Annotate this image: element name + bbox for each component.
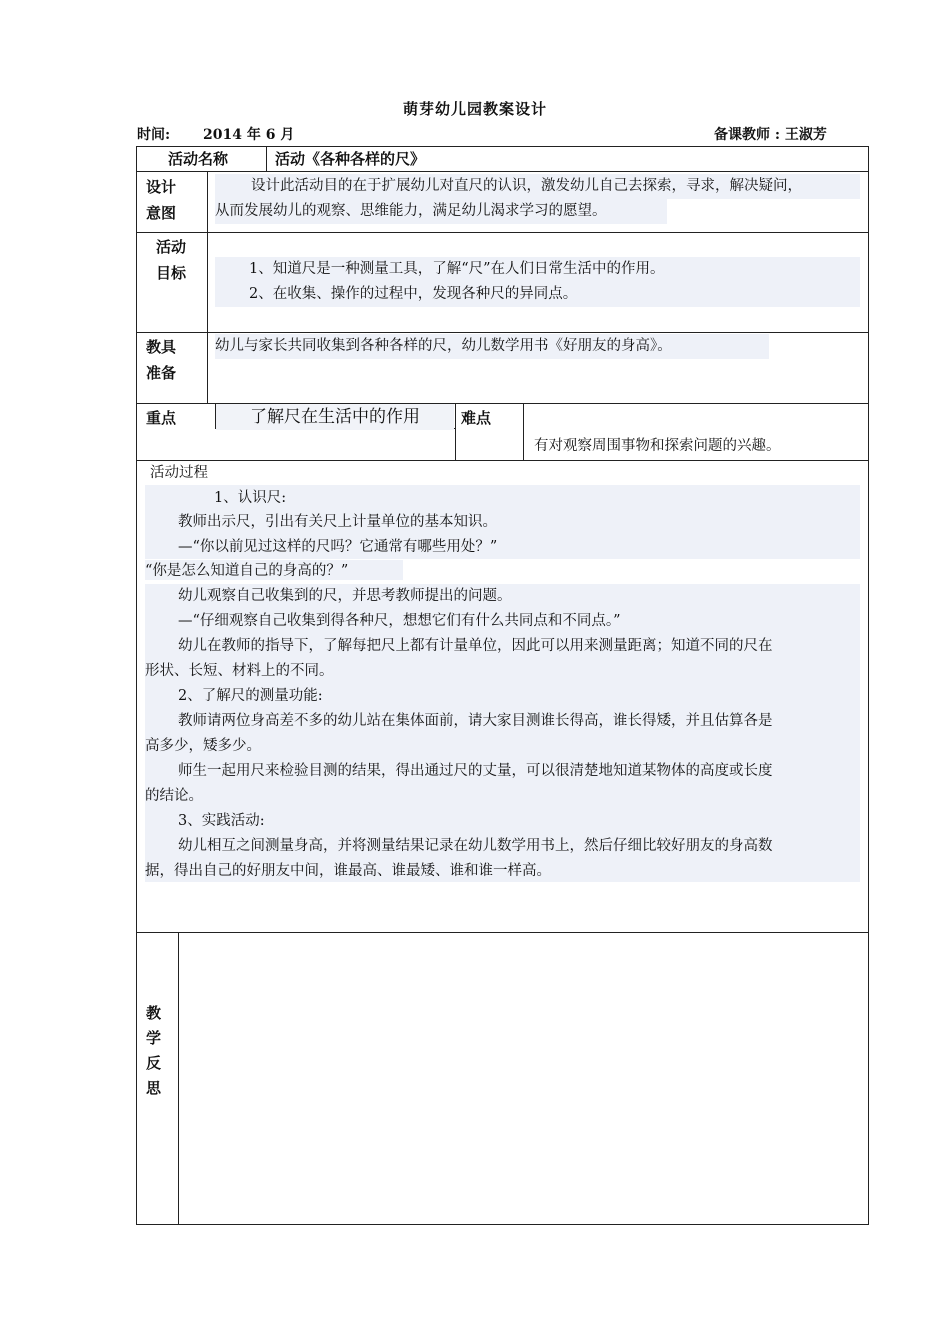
row-divider xyxy=(136,460,869,461)
key-point-text: 了解尺在生活中的作用 xyxy=(216,404,454,430)
reflection-label: 教 学 反 思 xyxy=(146,1004,162,1097)
col-divider xyxy=(207,171,208,404)
materials-label: 教具 准备 xyxy=(146,338,177,382)
row-divider xyxy=(136,332,869,333)
goals-list xyxy=(215,257,860,307)
design-intent-label: 设计 意图 xyxy=(146,178,177,222)
table-border-top xyxy=(136,146,869,147)
teacher-label: 备课教师 : 王淑芳 xyxy=(714,127,827,143)
process-line: 形状、长短、材料上的不同。 xyxy=(145,663,334,679)
process-line: “你是怎么知道自己的身高的？” xyxy=(145,563,349,579)
process-line: —“你以前见过这样的尺吗？它通常有哪些用处？” xyxy=(178,539,498,555)
key-point-label: 重点 xyxy=(146,409,177,427)
row-divider xyxy=(136,171,869,172)
process-line: 据，得出自己的好朋友中间，谁最高、谁最矮、谁和谁一样高。 xyxy=(145,863,551,879)
goals-label: 活动 目标 xyxy=(156,238,187,282)
design-intent-text: 设计此活动目的在于扩展幼儿对直尺的认识，激发幼儿自己去探索，寻求，解决疑问， xyxy=(215,174,860,199)
activity-name-label: 活动名称 xyxy=(168,150,229,168)
col-divider xyxy=(266,146,267,172)
difficulty-text: 有对观察周围事物和探索问题的兴趣。 xyxy=(534,438,781,454)
time-value: 2014 年 6 月 xyxy=(203,127,295,143)
time-label: 时间: xyxy=(137,127,171,143)
goal-item: 2、在收集、操作的过程中，发现各种尺的异同点。 xyxy=(249,286,578,302)
goal-item: 1、知道尺是一种测量工具，了解“尺”在人们日常生活中的作用。 xyxy=(249,261,665,277)
table-border-right xyxy=(868,146,869,1225)
page-title: 萌芽幼儿园教案设计 xyxy=(402,100,547,118)
col-divider xyxy=(523,403,524,461)
row-divider xyxy=(136,232,869,233)
process-line: 2、了解尺的测量功能: xyxy=(178,688,323,704)
process-line: 3、实践活动: xyxy=(178,813,265,829)
activity-name-value: 活动《各种各样的尺》 xyxy=(275,150,426,168)
materials-text: 幼儿与家长共同收集到各种各样的尺，幼儿数学用书《好朋友的身高》。 xyxy=(215,334,769,359)
process-line: 教师请两位身高差不多的幼儿站在集体面前，请大家目测谁长得高，谁长得矮，并且估算各是 xyxy=(178,713,773,729)
table-border-bottom xyxy=(136,1224,869,1225)
design-intent-text-2: 从而发展幼儿的观察、思维能力，满足幼儿渴求学习的愿望。 xyxy=(215,199,667,224)
process-line: 1、认识尺: xyxy=(214,490,287,506)
process-line: 师生一起用尺来检验目测的结果，得出通过尺的丈量，可以很清楚地知道某物体的高度或长度 xyxy=(178,763,773,779)
process-label: 活动过程 xyxy=(150,465,208,481)
process-line: 幼儿观察自己收集到的尺，并思考教师提出的问题。 xyxy=(178,588,512,604)
process-line: 教师出示尺，引出有关尺上计量单位的基本知识。 xyxy=(178,514,497,530)
process-line: 幼儿在教师的指导下，了解每把尺上都有计量单位，因此可以用来测量距离；知道不同的尺在 xyxy=(178,638,773,654)
process-line: 高多少，矮多少。 xyxy=(145,738,261,754)
process-line: 幼儿相互之间测量身高，并将测量结果记录在幼儿数学用书上，然后仔细比较好朋友的身高数 xyxy=(178,838,773,854)
col-divider xyxy=(455,403,456,461)
difficulty-label: 难点 xyxy=(461,409,492,427)
process-line: 的结论。 xyxy=(145,788,203,804)
reflection-content-area xyxy=(179,933,868,1224)
table-border-left xyxy=(136,146,137,1225)
process-line: —“仔细观察自己收集到得各种尺，想想它们有什么共同点和不同点。” xyxy=(178,613,621,629)
